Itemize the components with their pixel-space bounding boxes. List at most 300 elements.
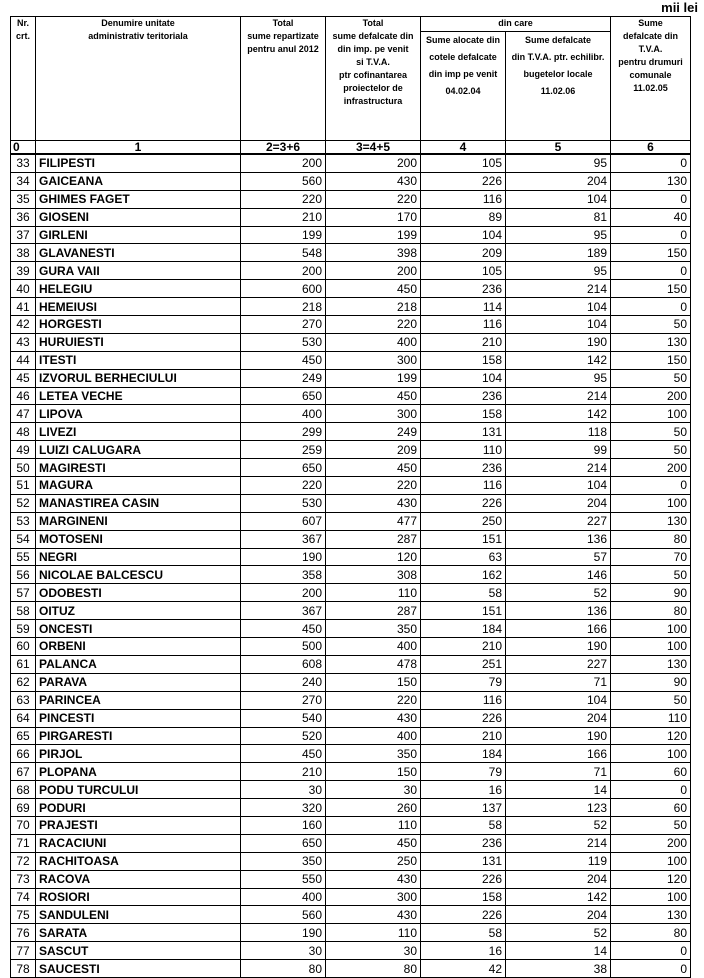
index-cell: 6	[611, 141, 691, 155]
cell-c2: 190	[241, 548, 326, 566]
cell-nr: 76	[11, 924, 36, 942]
cell-c5: 142	[506, 351, 611, 369]
table-row	[11, 548, 691, 566]
cell-name: MAGURA	[36, 477, 241, 495]
cell-c6: 130	[611, 655, 691, 673]
cell-c4: 58	[421, 924, 506, 942]
cell-c6: 50	[611, 691, 691, 709]
table-row	[11, 190, 691, 208]
cell-nr: 52	[11, 494, 36, 512]
cell-nr: 73	[11, 870, 36, 888]
cell-c3: 450	[326, 834, 421, 852]
cell-c3: 287	[326, 602, 421, 620]
cell-name: NICOLAE BALCESCU	[36, 566, 241, 584]
cell-name: ROSIORI	[36, 888, 241, 906]
table-row	[11, 924, 691, 942]
cell-c6: 0	[611, 477, 691, 495]
cell-c2: 650	[241, 387, 326, 405]
cell-nr: 78	[11, 960, 36, 978]
cell-nr: 77	[11, 942, 36, 960]
cell-c5: 104	[506, 190, 611, 208]
cell-c3: 120	[326, 548, 421, 566]
cell-nr: 68	[11, 781, 36, 799]
cell-name: HEMEIUSI	[36, 298, 241, 316]
cell-c5: 95	[506, 226, 611, 244]
cell-c3: 300	[326, 351, 421, 369]
cell-name: LUIZI CALUGARA	[36, 441, 241, 459]
cell-c2: 30	[241, 942, 326, 960]
cell-name: NEGRI	[36, 548, 241, 566]
cell-c3: 220	[326, 190, 421, 208]
cell-c4: 89	[421, 208, 506, 226]
cell-c5: 189	[506, 244, 611, 262]
cell-name: ORBENI	[36, 638, 241, 656]
cell-name: SASCUT	[36, 942, 241, 960]
cell-nr: 48	[11, 423, 36, 441]
cell-c6: 80	[611, 530, 691, 548]
cell-c5: 52	[506, 816, 611, 834]
cell-name: FILIPESTI	[36, 154, 241, 172]
cell-c6: 50	[611, 816, 691, 834]
cell-c5: 166	[506, 745, 611, 763]
cell-c5: 14	[506, 781, 611, 799]
cell-c3: 200	[326, 262, 421, 280]
cell-c5: 99	[506, 441, 611, 459]
cell-c5: 95	[506, 262, 611, 280]
cell-nr: 75	[11, 906, 36, 924]
cell-c2: 650	[241, 834, 326, 852]
cell-c3: 200	[326, 154, 421, 172]
table-row	[11, 333, 691, 351]
cell-c6: 60	[611, 799, 691, 817]
cell-c5: 227	[506, 655, 611, 673]
cell-c6: 50	[611, 441, 691, 459]
cell-c4: 42	[421, 960, 506, 978]
cell-nr: 55	[11, 548, 36, 566]
cell-c2: 530	[241, 494, 326, 512]
cell-name: MAGIRESTI	[36, 459, 241, 477]
unit-label: mii lei	[661, 0, 698, 15]
table-row	[11, 781, 691, 799]
table-row	[11, 512, 691, 530]
cell-c5: 136	[506, 530, 611, 548]
cell-c3: 300	[326, 405, 421, 423]
table-row	[11, 280, 691, 298]
table-row	[11, 763, 691, 781]
header-total-defalcate: Total sume defalcate din din imp. pe venit si T.V.A. ptr cofinantarea proiectelor de infrastructura	[326, 17, 421, 141]
header-din-care: din care	[421, 17, 611, 32]
cell-c6: 40	[611, 208, 691, 226]
cell-c2: 500	[241, 638, 326, 656]
table-body	[11, 154, 691, 977]
cell-name: ODOBESTI	[36, 584, 241, 602]
cell-c4: 151	[421, 602, 506, 620]
table-row	[11, 494, 691, 512]
index-cell: 5	[506, 141, 611, 155]
cell-nr: 35	[11, 190, 36, 208]
cell-nr: 45	[11, 369, 36, 387]
cell-nr: 59	[11, 620, 36, 638]
cell-nr: 63	[11, 691, 36, 709]
index-cell: 2=3+6	[241, 141, 326, 155]
cell-name: PIRJOL	[36, 745, 241, 763]
cell-nr: 62	[11, 673, 36, 691]
cell-c4: 158	[421, 351, 506, 369]
cell-c6: 0	[611, 262, 691, 280]
cell-c5: 104	[506, 298, 611, 316]
cell-c4: 236	[421, 834, 506, 852]
cell-c2: 350	[241, 852, 326, 870]
cell-c2: 450	[241, 620, 326, 638]
cell-c6: 200	[611, 459, 691, 477]
cell-name: RACACIUNI	[36, 834, 241, 852]
cell-c2: 650	[241, 459, 326, 477]
cell-name: SAUCESTI	[36, 960, 241, 978]
header-total-repartizate: Total sume repartizate pentru anul 2012	[241, 17, 326, 141]
table-row	[11, 459, 691, 477]
cell-c5: 95	[506, 154, 611, 172]
table-row	[11, 799, 691, 817]
cell-nr: 74	[11, 888, 36, 906]
table-row	[11, 906, 691, 924]
cell-c3: 220	[326, 316, 421, 334]
cell-c4: 251	[421, 655, 506, 673]
cell-c2: 450	[241, 351, 326, 369]
cell-c5: 190	[506, 727, 611, 745]
cell-c6: 200	[611, 387, 691, 405]
cell-c3: 30	[326, 781, 421, 799]
cell-c3: 450	[326, 387, 421, 405]
cell-c6: 50	[611, 369, 691, 387]
cell-c2: 220	[241, 190, 326, 208]
cell-c4: 158	[421, 405, 506, 423]
table-row	[11, 566, 691, 584]
cell-name: IZVORUL BERHECIULUI	[36, 369, 241, 387]
cell-c3: 199	[326, 369, 421, 387]
cell-c5: 214	[506, 387, 611, 405]
cell-c6: 150	[611, 244, 691, 262]
index-cell: 1	[36, 141, 241, 155]
cell-name: HURUIESTI	[36, 333, 241, 351]
cell-c2: 299	[241, 423, 326, 441]
cell-c5: 146	[506, 566, 611, 584]
cell-c4: 184	[421, 745, 506, 763]
cell-c4: 58	[421, 816, 506, 834]
cell-c4: 226	[421, 906, 506, 924]
table-row	[11, 638, 691, 656]
table-row	[11, 226, 691, 244]
cell-c3: 260	[326, 799, 421, 817]
cell-c5: 95	[506, 369, 611, 387]
cell-c5: 57	[506, 548, 611, 566]
index-cell: 4	[421, 141, 506, 155]
cell-name: RACOVA	[36, 870, 241, 888]
table-row	[11, 369, 691, 387]
cell-nr: 34	[11, 172, 36, 190]
cell-c2: 608	[241, 655, 326, 673]
cell-c6: 100	[611, 405, 691, 423]
cell-c2: 560	[241, 172, 326, 190]
cell-c6: 0	[611, 960, 691, 978]
cell-c6: 80	[611, 924, 691, 942]
table-row	[11, 244, 691, 262]
cell-name: PARINCEA	[36, 691, 241, 709]
cell-c6: 100	[611, 745, 691, 763]
cell-name: PINCESTI	[36, 709, 241, 727]
cell-c3: 430	[326, 906, 421, 924]
table-row	[11, 351, 691, 369]
cell-c3: 400	[326, 333, 421, 351]
cell-c6: 0	[611, 942, 691, 960]
cell-c4: 162	[421, 566, 506, 584]
cell-c3: 308	[326, 566, 421, 584]
cell-c6: 60	[611, 763, 691, 781]
cell-c3: 400	[326, 727, 421, 745]
index-cell: 3=4+5	[326, 141, 421, 155]
cell-c4: 210	[421, 727, 506, 745]
cell-c4: 63	[421, 548, 506, 566]
table-row	[11, 405, 691, 423]
cell-c3: 430	[326, 870, 421, 888]
index-cell: 0	[11, 141, 36, 155]
cell-c6: 130	[611, 906, 691, 924]
cell-c5: 214	[506, 834, 611, 852]
cell-c4: 79	[421, 673, 506, 691]
cell-c6: 0	[611, 298, 691, 316]
cell-c4: 209	[421, 244, 506, 262]
cell-c2: 358	[241, 566, 326, 584]
cell-c5: 204	[506, 494, 611, 512]
table-row	[11, 584, 691, 602]
cell-name: ITESTI	[36, 351, 241, 369]
cell-c4: 116	[421, 691, 506, 709]
cell-c6: 100	[611, 494, 691, 512]
cell-c3: 199	[326, 226, 421, 244]
cell-c2: 540	[241, 709, 326, 727]
cell-name: MANASTIREA CASIN	[36, 494, 241, 512]
cell-c6: 50	[611, 316, 691, 334]
cell-c2: 560	[241, 906, 326, 924]
cell-c4: 104	[421, 369, 506, 387]
table-row	[11, 745, 691, 763]
cell-c4: 236	[421, 459, 506, 477]
cell-c2: 450	[241, 745, 326, 763]
table-row	[11, 530, 691, 548]
cell-c5: 52	[506, 924, 611, 942]
table-row	[11, 387, 691, 405]
cell-c2: 367	[241, 530, 326, 548]
table-row	[11, 154, 691, 172]
cell-c2: 218	[241, 298, 326, 316]
cell-nr: 33	[11, 154, 36, 172]
cell-nr: 65	[11, 727, 36, 745]
cell-c5: 142	[506, 405, 611, 423]
cell-nr: 51	[11, 477, 36, 495]
cell-c5: 104	[506, 477, 611, 495]
cell-c5: 227	[506, 512, 611, 530]
cell-nr: 50	[11, 459, 36, 477]
cell-c4: 105	[421, 154, 506, 172]
cell-c3: 477	[326, 512, 421, 530]
cell-c5: 136	[506, 602, 611, 620]
cell-nr: 72	[11, 852, 36, 870]
cell-c6: 0	[611, 154, 691, 172]
cell-c4: 210	[421, 638, 506, 656]
cell-nr: 66	[11, 745, 36, 763]
table-row	[11, 852, 691, 870]
cell-c6: 120	[611, 870, 691, 888]
table-header	[11, 17, 691, 155]
cell-c6: 130	[611, 333, 691, 351]
cell-c2: 600	[241, 280, 326, 298]
table-row	[11, 888, 691, 906]
cell-nr: 53	[11, 512, 36, 530]
cell-c5: 71	[506, 763, 611, 781]
cell-c3: 478	[326, 655, 421, 673]
header-col4: Sume alocate din cotele defalcate din imp pe venit 04.02.04	[421, 32, 506, 141]
cell-c2: 530	[241, 333, 326, 351]
cell-nr: 40	[11, 280, 36, 298]
cell-c2: 200	[241, 262, 326, 280]
cell-c5: 104	[506, 316, 611, 334]
cell-name: ONCESTI	[36, 620, 241, 638]
table-row	[11, 816, 691, 834]
cell-name: LETEA VECHE	[36, 387, 241, 405]
cell-c2: 249	[241, 369, 326, 387]
cell-name: PRAJESTI	[36, 816, 241, 834]
cell-c6: 50	[611, 566, 691, 584]
cell-nr: 67	[11, 763, 36, 781]
cell-c6: 150	[611, 351, 691, 369]
cell-c3: 400	[326, 638, 421, 656]
cell-c2: 270	[241, 316, 326, 334]
cell-name: LIPOVA	[36, 405, 241, 423]
cell-c5: 38	[506, 960, 611, 978]
cell-c3: 430	[326, 172, 421, 190]
cell-name: PLOPANA	[36, 763, 241, 781]
cell-c3: 450	[326, 459, 421, 477]
cell-c3: 398	[326, 244, 421, 262]
cell-c2: 210	[241, 763, 326, 781]
cell-c2: 200	[241, 584, 326, 602]
header-nr: Nr. crt.	[11, 17, 36, 141]
cell-c3: 430	[326, 494, 421, 512]
cell-c5: 204	[506, 709, 611, 727]
cell-c4: 158	[421, 888, 506, 906]
cell-c3: 350	[326, 620, 421, 638]
table-row	[11, 655, 691, 673]
cell-c3: 110	[326, 816, 421, 834]
cell-nr: 38	[11, 244, 36, 262]
cell-c4: 210	[421, 333, 506, 351]
cell-nr: 54	[11, 530, 36, 548]
cell-c4: 104	[421, 226, 506, 244]
cell-nr: 70	[11, 816, 36, 834]
cell-c3: 220	[326, 477, 421, 495]
table-row	[11, 298, 691, 316]
cell-name: GHIMES FAGET	[36, 190, 241, 208]
cell-c6: 90	[611, 673, 691, 691]
cell-c6: 100	[611, 638, 691, 656]
cell-name: LIVEZI	[36, 423, 241, 441]
cell-c2: 400	[241, 405, 326, 423]
cell-nr: 69	[11, 799, 36, 817]
cell-c6: 100	[611, 620, 691, 638]
cell-nr: 43	[11, 333, 36, 351]
cell-name: SARATA	[36, 924, 241, 942]
cell-c3: 170	[326, 208, 421, 226]
cell-c3: 110	[326, 584, 421, 602]
cell-c3: 80	[326, 960, 421, 978]
cell-c3: 218	[326, 298, 421, 316]
cell-c2: 259	[241, 441, 326, 459]
cell-c6: 100	[611, 888, 691, 906]
cell-name: RACHITOASA	[36, 852, 241, 870]
cell-c4: 236	[421, 387, 506, 405]
cell-c4: 116	[421, 477, 506, 495]
cell-name: GAICEANA	[36, 172, 241, 190]
cell-nr: 56	[11, 566, 36, 584]
cell-c3: 430	[326, 709, 421, 727]
cell-name: SANDULENI	[36, 906, 241, 924]
cell-c4: 137	[421, 799, 506, 817]
cell-c2: 199	[241, 226, 326, 244]
cell-nr: 46	[11, 387, 36, 405]
cell-nr: 47	[11, 405, 36, 423]
cell-c2: 240	[241, 673, 326, 691]
cell-c5: 204	[506, 870, 611, 888]
cell-name: GURA VAII	[36, 262, 241, 280]
cell-c2: 80	[241, 960, 326, 978]
cell-name: PODU TURCULUI	[36, 781, 241, 799]
cell-c4: 58	[421, 584, 506, 602]
cell-c4: 16	[421, 942, 506, 960]
cell-name: PODURI	[36, 799, 241, 817]
header-col6: Sume defalcate din T.V.A. pentru drumuri comunale 11.02.05	[611, 17, 691, 141]
cell-c4: 79	[421, 763, 506, 781]
cell-c5: 119	[506, 852, 611, 870]
cell-name: GLAVANESTI	[36, 244, 241, 262]
cell-c3: 30	[326, 942, 421, 960]
table-row	[11, 477, 691, 495]
cell-c6: 130	[611, 172, 691, 190]
cell-c4: 131	[421, 852, 506, 870]
cell-nr: 36	[11, 208, 36, 226]
cell-c2: 548	[241, 244, 326, 262]
cell-c6: 0	[611, 226, 691, 244]
cell-nr: 49	[11, 441, 36, 459]
cell-name: PIRGARESTI	[36, 727, 241, 745]
table-row	[11, 208, 691, 226]
table-row	[11, 960, 691, 978]
cell-name: PALANCA	[36, 655, 241, 673]
table-row	[11, 727, 691, 745]
cell-name: MARGINENI	[36, 512, 241, 530]
cell-c5: 214	[506, 280, 611, 298]
table-row	[11, 709, 691, 727]
cell-c5: 71	[506, 673, 611, 691]
cell-c2: 200	[241, 154, 326, 172]
cell-c2: 160	[241, 816, 326, 834]
table-row	[11, 316, 691, 334]
cell-name: OITUZ	[36, 602, 241, 620]
cell-c3: 220	[326, 691, 421, 709]
cell-c6: 110	[611, 709, 691, 727]
cell-c4: 226	[421, 172, 506, 190]
cell-c5: 123	[506, 799, 611, 817]
cell-nr: 41	[11, 298, 36, 316]
cell-c3: 249	[326, 423, 421, 441]
